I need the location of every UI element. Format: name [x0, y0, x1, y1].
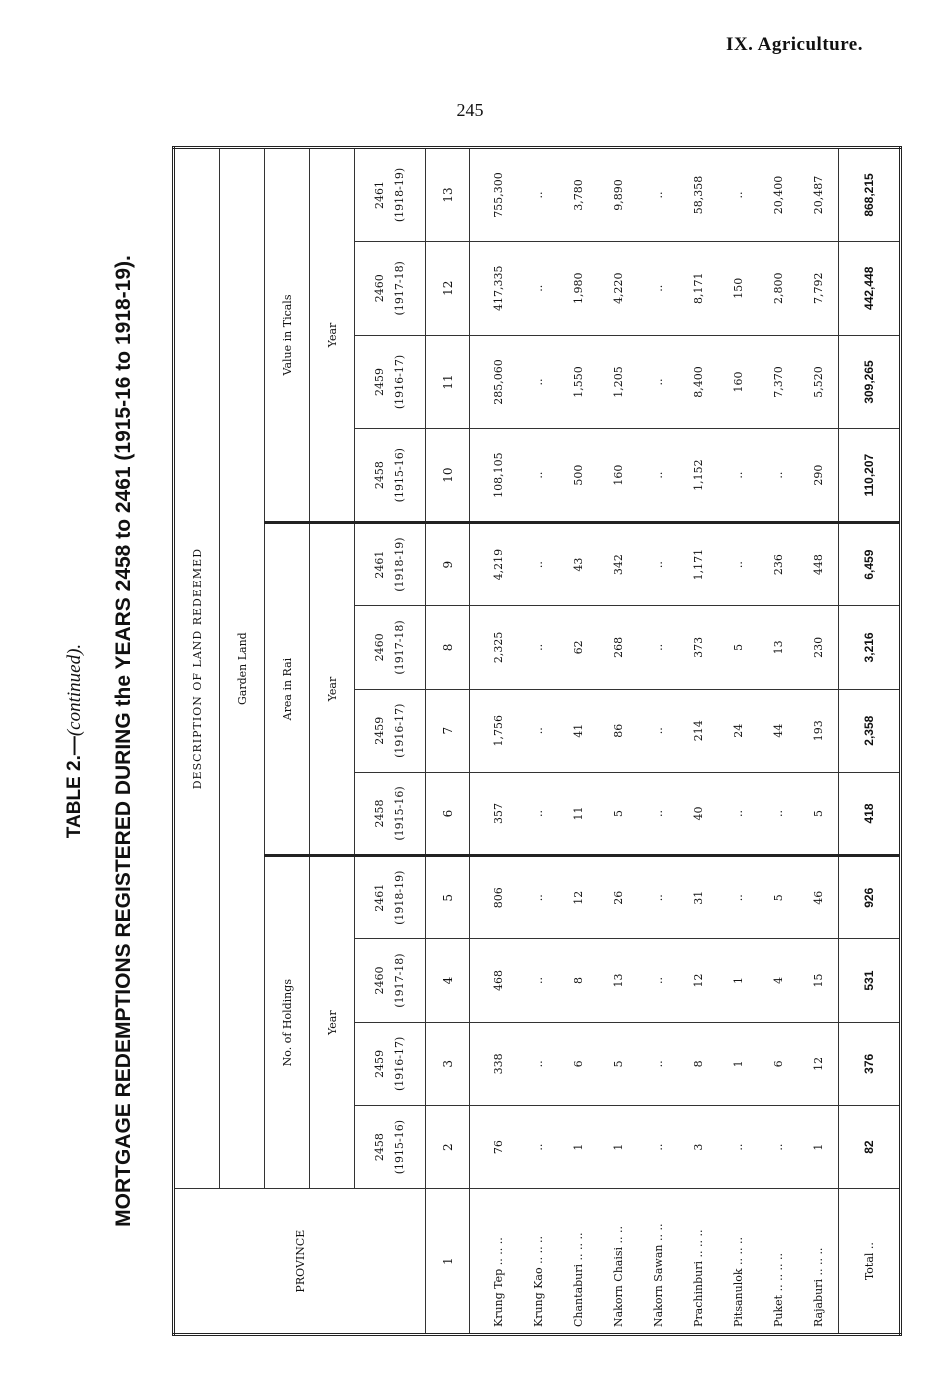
table-cell: ..	[518, 606, 558, 689]
table-cell: ..	[638, 606, 678, 689]
table-cell: ..	[518, 148, 558, 242]
table-cell: ..	[518, 429, 558, 523]
table-cell: 31	[678, 856, 718, 939]
table-cell: ..	[638, 148, 678, 242]
table-cell: 6	[558, 1022, 598, 1105]
table-cell: 26	[598, 856, 638, 939]
table-cell: 62	[558, 606, 598, 689]
column-number-row	[426, 148, 470, 1335]
table-cell: 76	[470, 1105, 519, 1188]
column-number: 7	[426, 689, 470, 772]
table-row	[470, 148, 519, 1335]
column-number: 2	[426, 1105, 470, 1188]
column-number: 5	[426, 856, 470, 939]
total-cell: 442,448	[839, 241, 901, 335]
table-cell: ..	[638, 939, 678, 1022]
table-cell: 1,205	[598, 335, 638, 429]
table-cell: 5	[718, 606, 758, 689]
table-cell: 160	[598, 429, 638, 523]
table-title-italic: (continued).	[64, 643, 85, 737]
year-header-area: Year	[310, 523, 355, 856]
table-cell: 5	[598, 772, 638, 855]
table-cell: 5	[798, 772, 839, 855]
total-cell: 3,216	[839, 606, 901, 689]
total-cell: 309,265	[839, 335, 901, 429]
table-cell: ..	[718, 772, 758, 855]
column-number: 10	[426, 429, 470, 523]
province-name: Nakorn Sawan .. ..	[638, 1189, 678, 1335]
table-subtitle: MORTGAGE REDEMPTIONS REGISTERED DURING the YEARS 2458 to 2461 (1915-16 to 1918-19).	[112, 255, 135, 1227]
table-cell: 268	[598, 606, 638, 689]
rotated-table-block	[64, 146, 876, 1336]
total-cell: 6,459	[839, 523, 901, 606]
year-cell: 2461 (1918-19)	[355, 856, 426, 939]
table-cell: ..	[758, 1105, 798, 1188]
table-cell: 40	[678, 772, 718, 855]
year-header-holdings: Year	[310, 856, 355, 1189]
table-cell: ..	[518, 523, 558, 606]
table-cell: ..	[518, 241, 558, 335]
year-header-value: Year	[310, 148, 355, 523]
table-cell: 12	[798, 1022, 839, 1105]
table-cell: 230	[798, 606, 839, 689]
table-cell: 236	[758, 523, 798, 606]
table-cell: ..	[718, 148, 758, 242]
province-name: Prachinburi .. .. ..	[678, 1189, 718, 1335]
table-cell: 3,780	[558, 148, 598, 242]
table-cell: ..	[638, 856, 678, 939]
table-cell: 44	[758, 689, 798, 772]
table-row	[638, 148, 678, 1335]
table-cell: 1	[718, 939, 758, 1022]
table-cell: ..	[638, 523, 678, 606]
table-cell: 5	[598, 1022, 638, 1105]
table-cell: 285,060	[470, 335, 519, 429]
table-cell: 5	[758, 856, 798, 939]
year-cell: 2459 (1916-17)	[355, 689, 426, 772]
year-cell: 2461 (1918-19)	[355, 523, 426, 606]
table-cell: 4,220	[598, 241, 638, 335]
table-cell: 41	[558, 689, 598, 772]
province-name: Puket .. .. .. ..	[758, 1189, 798, 1335]
province-name: Nakorn Chaisi .. ..	[598, 1189, 638, 1335]
table-cell: 1,171	[678, 523, 718, 606]
table-cell: 7,370	[758, 335, 798, 429]
table-cell: ..	[758, 429, 798, 523]
table-cell: 1,550	[558, 335, 598, 429]
table-cell: 1	[598, 1105, 638, 1188]
table-cell: ..	[718, 523, 758, 606]
table-cell: 20,400	[758, 148, 798, 242]
table-cell: 1,756	[470, 689, 519, 772]
province-name: Chantaburi .. .. ..	[558, 1189, 598, 1335]
year-cell: 2459 (1916-17)	[355, 335, 426, 429]
table-cell: 338	[470, 1022, 519, 1105]
table-cell: 43	[558, 523, 598, 606]
total-row	[839, 148, 901, 1335]
table-cell: 12	[678, 939, 718, 1022]
table-cell: 8	[558, 939, 598, 1022]
total-cell: 868,215	[839, 148, 901, 242]
table-cell: 160	[718, 335, 758, 429]
table-cell: 468	[470, 939, 519, 1022]
table-cell: 1	[798, 1105, 839, 1188]
holdings-header: No. of Holdings	[265, 856, 310, 1189]
table-title	[64, 146, 86, 1336]
table-cell: ..	[518, 1105, 558, 1188]
year-cell: 2458 (1915-16)	[355, 772, 426, 855]
page-number: 245	[456, 100, 484, 120]
table-cell: ..	[518, 689, 558, 772]
table-cell: 5,520	[798, 335, 839, 429]
table-row	[518, 148, 558, 1335]
year-cell: 2460 (1917-18)	[355, 241, 426, 335]
table-cell: 1	[558, 1105, 598, 1188]
table-cell: ..	[518, 1022, 558, 1105]
table-cell: 46	[798, 856, 839, 939]
table-row	[558, 148, 598, 1335]
table-cell: 357	[470, 772, 519, 855]
total-cell: 418	[839, 772, 901, 855]
column-number: 13	[426, 148, 470, 242]
table-cell: 3	[678, 1105, 718, 1188]
table-cell: ..	[638, 1105, 678, 1188]
table-cell: ..	[518, 856, 558, 939]
province-name: Rajaburi .. .. ..	[798, 1189, 839, 1335]
year-cell: 2461 (1918-19)	[355, 148, 426, 242]
table-cell: 8,400	[678, 335, 718, 429]
table-cell: 193	[798, 689, 839, 772]
table-cell: 4,219	[470, 523, 519, 606]
table-cell: 58,358	[678, 148, 718, 242]
table-title-main: TABLE 2.—	[64, 736, 85, 839]
table-row	[598, 148, 638, 1335]
total-cell: 376	[839, 1022, 901, 1105]
year-cell: 2460 (1917-18)	[355, 939, 426, 1022]
table-cell: 8	[678, 1022, 718, 1105]
column-number: 1	[426, 1189, 470, 1335]
table-cell: 500	[558, 429, 598, 523]
total-label: Total ..	[839, 1189, 901, 1335]
year-cell: 2458 (1915-16)	[355, 1105, 426, 1188]
table-cell: 373	[678, 606, 718, 689]
table-cell: 4	[758, 939, 798, 1022]
province-header: PROVINCE	[174, 1189, 426, 1335]
column-number: 12	[426, 241, 470, 335]
table-cell: ..	[718, 856, 758, 939]
table-cell: 20,487	[798, 148, 839, 242]
total-cell: 2,358	[839, 689, 901, 772]
table-cell: 342	[598, 523, 638, 606]
table-cell: ..	[638, 689, 678, 772]
year-cell: 2460 (1917-18)	[355, 606, 426, 689]
total-cell: 110,207	[839, 429, 901, 523]
table-cell: ..	[518, 335, 558, 429]
total-cell: 82	[839, 1105, 901, 1188]
province-name: Krung Tep .. .. ..	[470, 1189, 519, 1335]
table-cell: 15	[798, 939, 839, 1022]
mortgage-redemptions-table	[172, 146, 902, 1336]
table-cell: 11	[558, 772, 598, 855]
column-number: 8	[426, 606, 470, 689]
garden-land-header: Garden Land	[220, 148, 265, 1189]
table-cell: 214	[678, 689, 718, 772]
table-cell: 108,105	[470, 429, 519, 523]
table-cell: ..	[638, 429, 678, 523]
table-row	[798, 148, 839, 1335]
table-cell: 13	[598, 939, 638, 1022]
table-cell: 6	[758, 1022, 798, 1105]
table-cell: 12	[558, 856, 598, 939]
table-cell: 9,890	[598, 148, 638, 242]
table-cell: ..	[718, 429, 758, 523]
table-cell: 1	[718, 1022, 758, 1105]
table-cell: 1,980	[558, 241, 598, 335]
column-number: 4	[426, 939, 470, 1022]
table-cell: 2,800	[758, 241, 798, 335]
table-cell: 290	[798, 429, 839, 523]
page-header: IX. Agriculture.	[726, 34, 863, 55]
table-body	[470, 148, 839, 1335]
table-cell: 448	[798, 523, 839, 606]
province-name: Krung Kao .. .. ..	[518, 1189, 558, 1335]
total-cell: 531	[839, 939, 901, 1022]
table-cell: 150	[718, 241, 758, 335]
table-cell: ..	[638, 335, 678, 429]
value-header: Value in Ticals	[265, 148, 310, 523]
table-cell: ..	[518, 939, 558, 1022]
table-cell: ..	[638, 1022, 678, 1105]
total-cell: 926	[839, 856, 901, 939]
year-cell: 2459 (1916-17)	[355, 1022, 426, 1105]
table-cell: 8,171	[678, 241, 718, 335]
table-row	[718, 148, 758, 1335]
table-cell: 2,325	[470, 606, 519, 689]
table-cell: ..	[758, 772, 798, 855]
table-cell: ..	[638, 241, 678, 335]
column-number: 6	[426, 772, 470, 855]
table-cell: 13	[758, 606, 798, 689]
table-cell: 86	[598, 689, 638, 772]
table-row	[678, 148, 718, 1335]
description-header: DESCRIPTION OF LAND REDEEMED	[174, 148, 220, 1189]
table-cell: 1,152	[678, 429, 718, 523]
year-cell: 2458 (1915-16)	[355, 429, 426, 523]
column-number: 9	[426, 523, 470, 606]
table-cell: ..	[638, 772, 678, 855]
table-row	[758, 148, 798, 1335]
table-cell: 417,335	[470, 241, 519, 335]
area-header: Area in Rai	[265, 523, 310, 856]
table-cell: 755,300	[470, 148, 519, 242]
table-cell: 7,792	[798, 241, 839, 335]
province-name: Pitsanulok .. .. ..	[718, 1189, 758, 1335]
table-cell: 806	[470, 856, 519, 939]
table-cell: ..	[518, 772, 558, 855]
table-cell: 24	[718, 689, 758, 772]
column-number: 3	[426, 1022, 470, 1105]
column-number: 11	[426, 335, 470, 429]
table-cell: ..	[718, 1105, 758, 1188]
